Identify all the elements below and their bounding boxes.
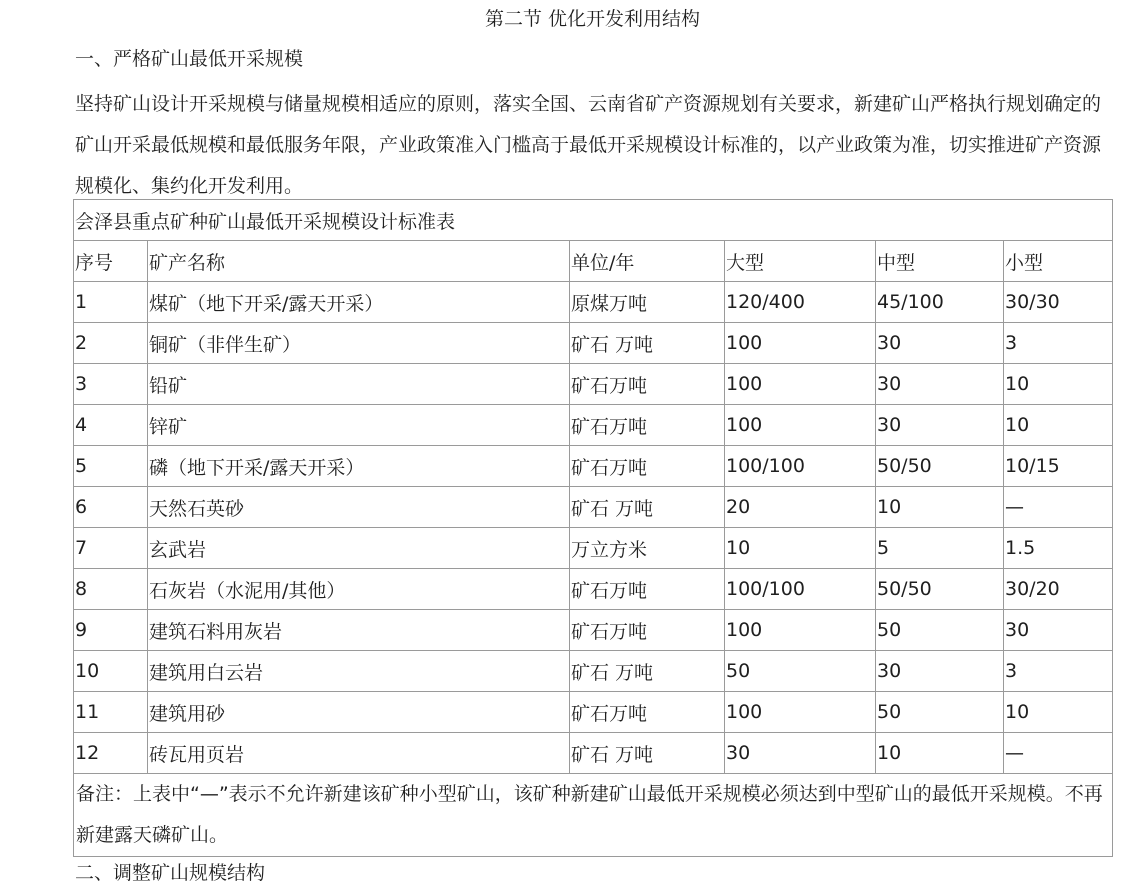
cell-medium: 30 [876, 364, 1004, 405]
cell-mineral: 锌矿 [148, 405, 570, 446]
cell-mineral: 铅矿 [148, 364, 570, 405]
cell-index: 3 [74, 364, 148, 405]
cell-index: 4 [74, 405, 148, 446]
cell-index: 1 [74, 282, 148, 323]
table-row [74, 446, 1113, 487]
mining-scale-standard-table [73, 199, 1113, 857]
cell-medium: 30 [876, 651, 1004, 692]
cell-mineral: 天然石英砂 [148, 487, 570, 528]
header-cell-medium: 中型 [876, 241, 1004, 282]
cell-index: 2 [74, 323, 148, 364]
cell-unit: 万立方米 [570, 528, 725, 569]
cell-index: 11 [74, 692, 148, 733]
cell-mineral: 磷（地下开采/露天开采） [148, 446, 570, 487]
table-header-row [74, 241, 1113, 282]
cell-medium: 50 [876, 692, 1004, 733]
cell-unit: 矿石 万吨 [570, 733, 725, 774]
cell-unit: 原煤万吨 [570, 282, 725, 323]
table-row [74, 733, 1113, 774]
table-note: 备注：上表中“—”表示不允许新建该矿种小型矿山，该矿种新建矿山最低开采规模必须达到中型矿山的最低开采规模。不再新建露天磷矿山。 [74, 774, 1113, 857]
cell-index: 6 [74, 487, 148, 528]
cell-unit: 矿石万吨 [570, 364, 725, 405]
cell-unit: 矿石万吨 [570, 692, 725, 733]
table-row [74, 487, 1113, 528]
table-row [74, 692, 1113, 733]
cell-large: 100 [725, 610, 876, 651]
table-caption-row [74, 200, 1113, 241]
table-row [74, 528, 1113, 569]
cell-medium: 5 [876, 528, 1004, 569]
cell-medium: 50 [876, 610, 1004, 651]
cell-large: 120/400 [725, 282, 876, 323]
header-cell-large: 大型 [725, 241, 876, 282]
cell-large: 100 [725, 364, 876, 405]
table-row [74, 569, 1113, 610]
cell-small: 10 [1004, 405, 1113, 446]
cell-medium: 50/50 [876, 569, 1004, 610]
cell-small: 10 [1004, 364, 1113, 405]
cell-small: 1.5 [1004, 528, 1113, 569]
cell-medium: 10 [876, 487, 1004, 528]
header-cell-small: 小型 [1004, 241, 1113, 282]
cell-medium: 50/50 [876, 446, 1004, 487]
cell-medium: 45/100 [876, 282, 1004, 323]
cell-index: 8 [74, 569, 148, 610]
cell-small: — [1004, 487, 1113, 528]
cell-mineral: 建筑用白云岩 [148, 651, 570, 692]
cell-small: 10/15 [1004, 446, 1113, 487]
table-row [74, 282, 1113, 323]
section-heading-min-scale: 一、严格矿山最低开采规模 [75, 48, 304, 70]
cell-mineral: 砖瓦用页岩 [148, 733, 570, 774]
cell-index: 12 [74, 733, 148, 774]
cell-mineral: 建筑石料用灰岩 [148, 610, 570, 651]
page-title: 第二节 优化开发利用结构 [484, 8, 701, 30]
header-cell-index: 序号 [74, 241, 148, 282]
table-note-row [74, 774, 1113, 857]
cell-medium: 30 [876, 323, 1004, 364]
header-cell-mineral: 矿产名称 [148, 241, 570, 282]
cell-small: 10 [1004, 692, 1113, 733]
cell-index: 7 [74, 528, 148, 569]
cell-large: 30 [725, 733, 876, 774]
cell-medium: 10 [876, 733, 1004, 774]
cell-small: 30 [1004, 610, 1113, 651]
table-row [74, 323, 1113, 364]
cell-unit: 矿石 万吨 [570, 487, 725, 528]
cell-small: 30/20 [1004, 569, 1113, 610]
cell-large: 10 [725, 528, 876, 569]
cell-small: 3 [1004, 651, 1113, 692]
cell-mineral: 石灰岩（水泥用/其他） [148, 569, 570, 610]
cell-unit: 矿石万吨 [570, 446, 725, 487]
cell-mineral: 铜矿（非伴生矿） [148, 323, 570, 364]
cell-unit: 矿石万吨 [570, 569, 725, 610]
table-row [74, 405, 1113, 446]
table-caption: 会泽县重点矿种矿山最低开采规模设计标准表 [74, 200, 1113, 241]
cell-mineral: 煤矿（地下开采/露天开采） [148, 282, 570, 323]
section-heading-adjust-structure: 二、调整矿山规模结构 [75, 862, 266, 884]
cell-medium: 30 [876, 405, 1004, 446]
header-cell-unit: 单位/年 [570, 241, 725, 282]
cell-mineral: 玄武岩 [148, 528, 570, 569]
cell-mineral: 建筑用砂 [148, 692, 570, 733]
cell-unit: 矿石万吨 [570, 405, 725, 446]
cell-index: 9 [74, 610, 148, 651]
cell-unit: 矿石 万吨 [570, 323, 725, 364]
cell-large: 20 [725, 487, 876, 528]
cell-large: 100 [725, 692, 876, 733]
table-row [74, 364, 1113, 405]
cell-large: 100 [725, 405, 876, 446]
cell-index: 10 [74, 651, 148, 692]
cell-unit: 矿石万吨 [570, 610, 725, 651]
table-row [74, 651, 1113, 692]
cell-large: 100 [725, 323, 876, 364]
cell-large: 100/100 [725, 569, 876, 610]
cell-small: 3 [1004, 323, 1113, 364]
table-row [74, 610, 1113, 651]
cell-small: 30/30 [1004, 282, 1113, 323]
cell-index: 5 [74, 446, 148, 487]
cell-small: — [1004, 733, 1113, 774]
intro-paragraph: 坚持矿山设计开采规模与储量规模相适应的原则，落实全国、云南省矿产资源规划有关要求，新建矿山严格执行规划确定的矿山开采最低规模和最低服务年限，产业政策准入门槛高于最低开采规模设计标准的，以产业政策为准，切实推进矿产资源规模化、集约化开发利用。 [75, 93, 1102, 197]
cell-large: 100/100 [725, 446, 876, 487]
cell-large: 50 [725, 651, 876, 692]
cell-unit: 矿石 万吨 [570, 651, 725, 692]
